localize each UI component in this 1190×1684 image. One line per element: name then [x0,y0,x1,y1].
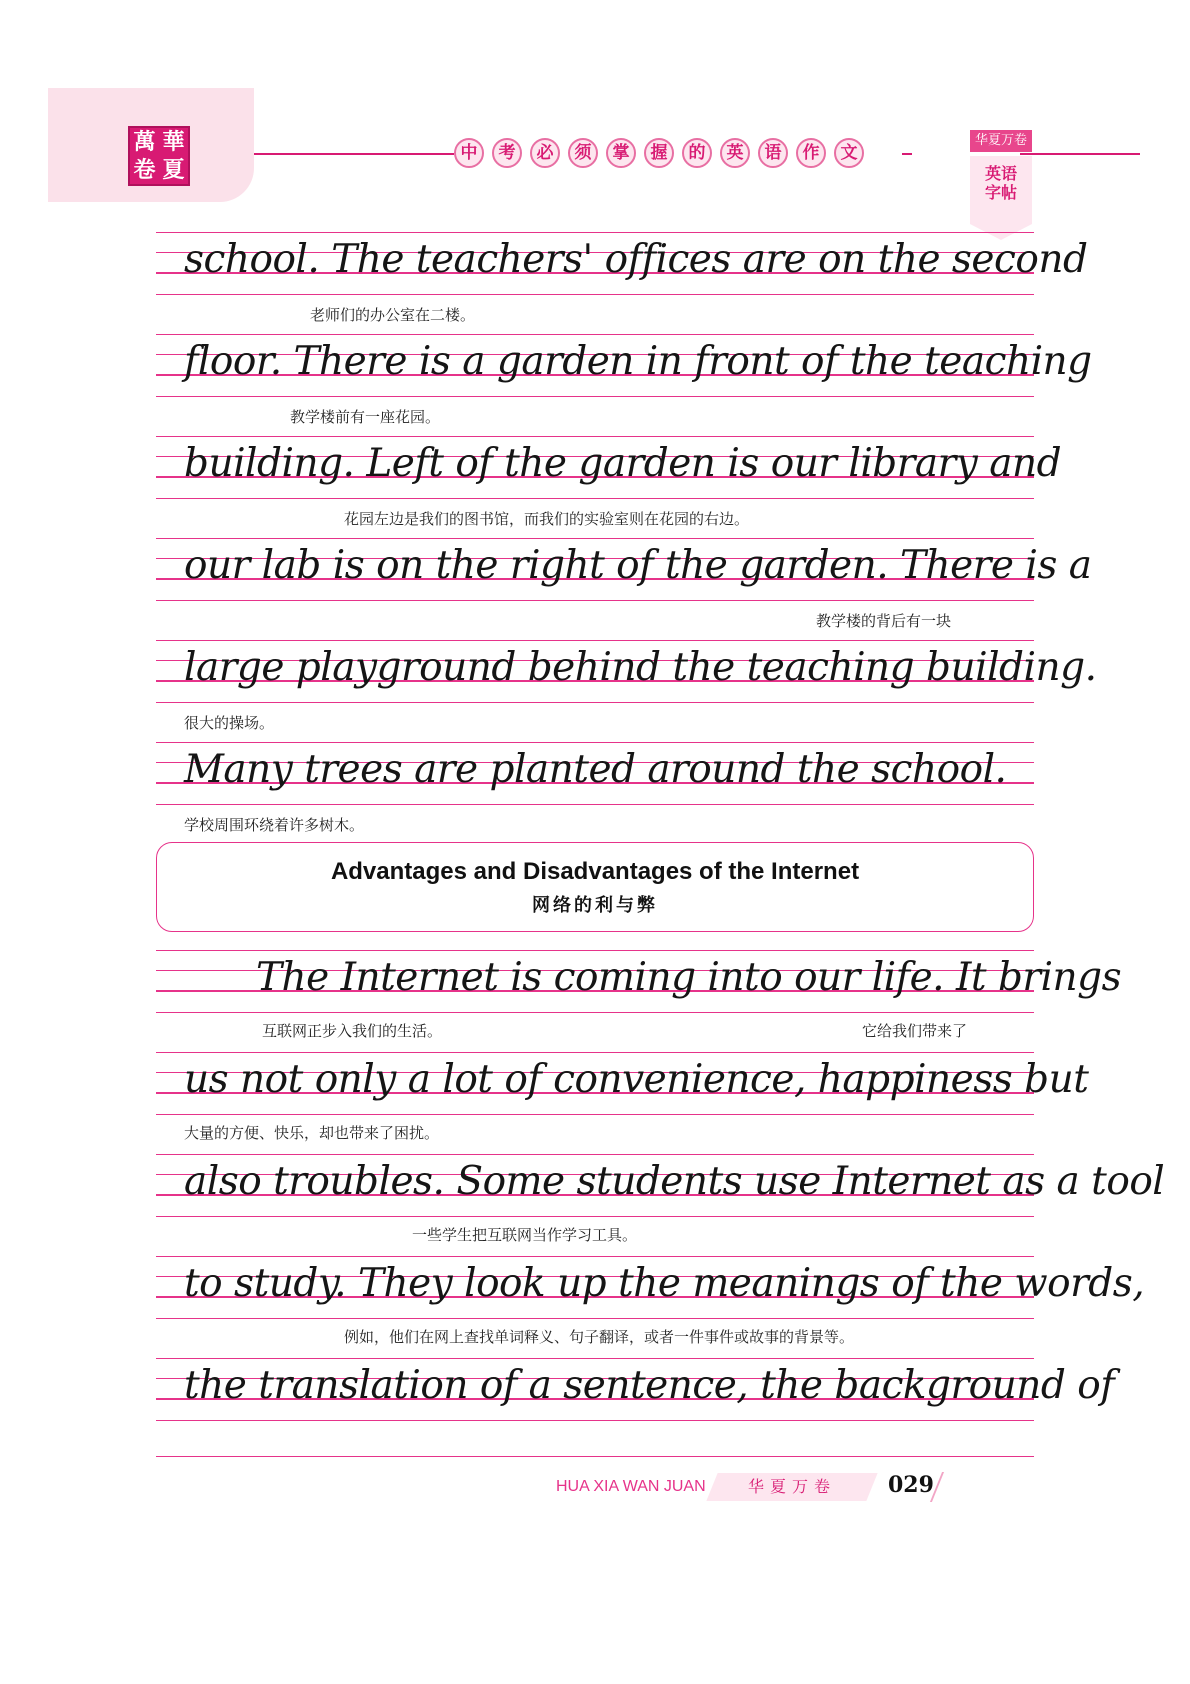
writing-row [156,1052,1089,1114]
translation-text: 花园左边是我们的图书馆，而我们的实验室则在花园的右边。 [344,510,750,528]
translation-text: 例如，他们在网上查找单词释义、句子翻译，或者一件事件或故事的背景等。 [344,1328,855,1346]
translation-text: 大量的方便、快乐，却也带来了困扰。 [184,1124,440,1142]
side-tab-line2: 字帖 [984,183,1017,202]
writing-row [156,1358,1115,1420]
header-rule-left [254,153,454,155]
translation-text: 一些学生把互联网当作学习工具。 [412,1226,638,1244]
handwriting-line: the translation of a sentence, the background of [184,1363,1115,1408]
handwriting-line: The Internet is coming into our life. It brings [256,955,1122,1000]
handwriting-line: us not only a lot of convenience, happiness but [184,1057,1089,1102]
title-char: 握 [644,138,674,168]
writing-row [156,232,1088,294]
title-char: 考 [492,138,522,168]
title-char: 语 [758,138,788,168]
publisher-seal-logo: 萬 華 卷 夏 [128,126,190,186]
handwriting-line: our lab is on the right of the garden. There is a [184,543,1092,588]
writing-row [156,640,1097,702]
footer-pinyin: HUA XIA WAN JUAN [556,1478,706,1495]
handwriting-line: also troubles. Some students use Internet as a tool [184,1159,1165,1204]
series-label: 华夏万卷 [970,130,1032,152]
header-rule-right [1020,153,1140,155]
translation-text: 老师们的办公室在二楼。 [310,306,476,324]
section-title-en: Advantages and Disadvantages of the Internet [330,858,860,885]
footer-rule [156,1456,1034,1457]
handwriting-line: floor. There is a garden in front of the teaching [184,339,1092,384]
header-rule-mid [902,153,912,155]
title-char: 文 [834,138,864,168]
handwriting-line: Many trees are planted around the school. [184,747,1007,792]
section-title-box [156,842,1034,932]
handwriting-line: school. The teachers' offices are on the second [184,237,1088,282]
writing-row [156,1154,1165,1216]
translation-text: 学校周围环绕着许多树木。 [184,816,365,834]
side-tab [970,156,1032,224]
translation-text: 教学楼前有一座花园。 [290,408,441,426]
writing-row [156,950,1122,1012]
handwriting-line: large playground behind the teaching building. [184,645,1097,690]
title-char: 须 [568,138,598,168]
translation-text: 它给我们带来了 [862,1022,968,1040]
translation-text: 很大的操场。 [184,714,275,732]
title-char: 作 [796,138,826,168]
book-title [454,138,864,168]
handwriting-line: building. Left of the garden is our library and [184,441,1062,486]
writing-row [156,1256,1145,1318]
translation-text: 互联网正步入我们的生活。 [262,1022,443,1040]
title-char: 必 [530,138,560,168]
writing-row [156,334,1092,396]
title-char: 掌 [606,138,636,168]
translation-text: 教学楼的背后有一块 [816,612,952,630]
writing-row [156,538,1092,600]
title-char: 中 [454,138,484,168]
title-char: 的 [682,138,712,168]
page-number: 029 [888,1472,934,1498]
writing-row [156,742,1034,804]
side-tab-line1: 英语 [984,164,1017,183]
footer-brand: 华夏万卷 [747,1477,836,1496]
writing-row [156,436,1062,498]
section-title-cn: 网络的利与弊 [532,895,658,916]
handwriting-line: to study. They look up the meanings of the words, [184,1261,1145,1306]
title-char: 英 [720,138,750,168]
